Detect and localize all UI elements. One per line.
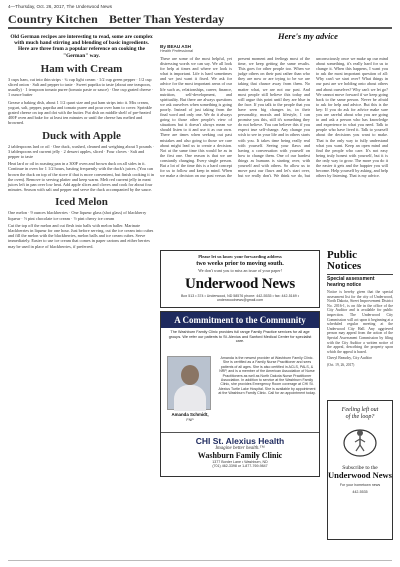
recipe-instructions: Cut the top off the melon and cut flesh into balls with melon baller. Marinate blackberries in liqueur for one hour. Just before serving, cut the ice cream into cubes and fill the melon with the blackberries, melon balls and ice cream cubes. Serve immediately. Easier to use ice cream that comes in paper cartons and either berries may be used in place of blackberries, if preferred. [8,222,154,249]
ad-line: Please let us know your forwarding address [198,254,282,259]
section-title-better-than-yesterday: Better Than Yesterday [109,12,225,26]
article-title: Here's my advice [278,31,338,41]
subscribe-line: Subscribe to the [342,465,378,471]
underwood-news-logo: Underwood News [184,276,296,292]
recipe-ingredients: 2 tablespoons lard or oil · One duck, washed, cleaned and weighing about 5 pounds · 3 tablespoons red current jelly · 2 dessert apples, sliced · Four cloves · Salt and pepper to taste [8,143,155,160]
section-title-country-kitchen: Country Kitchen [8,12,98,26]
underwood-news-logo: Underwood News [328,470,392,480]
recipe-instructions: Heat lard or oil in roasting pan in a 300F oven and brown duck on all sides in it. Continue in oven for 1 1/2 hours, basting frequently with the duck's juices. (You can brown the duck on top of the stove if that is more convenient, but finish cooking it in the oven). Remove to serving platter and keep warm. Melt red current jelly in meat juices left in pan over low heat. Add apple slices and cloves and cook for about four minutes. Season with salt and pepper and serve the duck accompanied by the sauce. [8,161,155,193]
ad-headline: two weeks prior to moving south. [196,260,284,267]
recipe-title: Iced Melon [55,196,108,209]
divider [327,274,393,275]
ads-area [160,250,320,477]
clinic-name: Washburn Family Clinic [197,451,283,460]
subscribe-ad [327,400,393,540]
recipe-title: Ham with Cream [40,62,123,75]
chi-logo-block [161,432,319,476]
provider-photo [167,356,211,410]
chi-logo: CHI St. Alexius Health [195,436,285,446]
ad-contact: Box 513 • 374 • Underwood, ND 58576 phone: 442-5535 • fax: 442-5169 • underwoodnews@gmail.com [181,294,299,302]
recipe-iced-melon [8,196,155,248]
section-header [8,12,392,26]
notice-publication-dates: (Oct. 19, 26, 2017) [327,362,355,367]
provider-credential: FNP [186,418,194,422]
article-byline-sub: Health Professional [160,49,193,53]
notice-subhead: Special assessment hearing notice [327,276,375,288]
recipe-title: Duck with Apple [42,129,121,142]
header-rule [8,27,392,29]
recipe-instructions: Grease a baking dish, about 1 1/2 quart size and put ham strips into it. Mix cream, yogurt, salt, pepper, paprika and tomato puree and pour over ham to cover. Sprinkle grated cheese on top and dot with the butter. Put dish on middle shelf of pre-heated 400F oven and bake for at least ten minutes or until the cheese has melted and browned. [8,99,152,126]
provider-name: Amanda Schmidt, [171,412,209,417]
provider-bio: Amanda is the newest provider at Washburn Family Clinic. She is certified as a Family Nurse Practitioner and sees patients of all ages. She is also certified in ACLS, PALS, & NRP, and is a member of the American Association of Nurse Practitioners as well as North Dakota Nurse Practitioner Association. In addition to service at the Washburn Family Clinic, she provides Emergency Room coverage at CHI St. Alexius Turtle Lake Hospital. She is available by appointment at the Washburn Family Clinic. Call for an appointment today. [218,356,316,396]
forwarding-address-ad [160,250,320,308]
article-body: These are some of the most helpful, yet distressing words we can say. We all look for help at times and where we look is what is important. Life is hard sometimes and we just want it fixed. We ask for advice for the most important areas of our life such as, relationships, career, finance, nutrition, self-development, and spirituality. But there are always questions we ask ourselves when something is going poorly. Instead of just taking from the final word and only one. We do it always going to those other people's view of situations but it doesn't always mean we should listen to it and use it as our own. There are times when seeking out past mistakes and also going to those we care about might lead us to create a decision. Not at the same time this would be as in the first one. One reason is that we are constantly changing. Every single person. But a lot of the time this is a hard concept for us to follow and keep in mind. When we make a decision on our past versus the present moment and feelings most of the time, we keep getting the same results. This goes for other people too. When we judge others on their past rather than who they are now or are trying to be we are taking that chance away from them. No matter what, we are not our past. And most people still believe this today and will argue this point until they are blue in the face. If you talk to the people that you have seen big changes in, in their personality, morals and lifestyle, I can promise you this, still it's something they do not believe. You can believe this if you expect true self-change. Any change you wish to see in your life and in others starts with you. It takes time being really real with yourself. Seeing your flaws and having a conversation with yourself on how to change them. One of our hardest things as humans is starting over, with yourself and with others. So allow us to move past our flaws and let's start over, but we really don't. We think we do, but unconsciously once we make up our mind about something, it's really hard for us to change it. When this happens, I want you to ask the most important question of all: Why can't we start over? What things in our past are we holding onto about others and about ourselves? Why can't we let go? We cannot move forward if we keep going back to the same person. Never be afraid to ask for help and advice. But this is the key: If you do ask for advice make sure you are careful about who you are going to and ask a person who has knowledge and experience in what you need. Talk to people who have lived it. Talk to yourself about the decisions you want to make. That is the only way to fully understand what you want. Keep an open mind and find the people who care. It's not easy being truly honest with yourself, but it is the only way to grow. The more you do it the easier it gets and the happier you will become. Help yourself by asking, and help others by listening. That is my advice. [160,56,388,179]
clinic-ad-banner: A Commitment to the Community [161,312,319,328]
subscribe-phone: 442-5535 [352,490,368,495]
recipe-duck-with-apple [8,130,155,193]
article-byline: By BEAU ASH [160,44,191,49]
chi-tagline: Imagine better health.™ [215,446,265,451]
loop-icon [340,425,380,461]
clinic-ad-subtitle: The Washburn Family Clinic provides full range Family Practice services for all age groups. We refer our patients to St. Alexius and Sanford Medical Center for specialist care. [168,330,312,344]
recipe-ingredients: 3 cups ham, cut into thin strips · ¾ cup light cream · 1/2 cup green pepper · 1/2 cup sliced onion · Salt and pepper to taste · Sweet paprika to taste (about one teaspoon, usually) · 1 teaspoon tomato puree (tomato paste or sauce) · One cup grated cheese · 1 ounce butter [8,76,154,98]
clinic-address: 1377 Border Lane • Washburn, ND [212,460,268,464]
public-notices-title: Public Notices [327,249,362,272]
subscribe-line: of the loop? [345,414,375,420]
notice-body: Notice is hereby given that the special assessment list for the city of Underwood, North Dakota, Street Improvement District No. 2016-1, is on file in the office of the City Auditor and is available for public inspection. The Underwood City Commission will act upon it beginning at a scheduled regular meeting at the Underwood City Hall. Any aggrieved person may appeal from the action of the Special Assessment Commission by filing with the City Auditor a written notice of the appeal, describing the property upon which the appeal is based. [327,290,393,354]
recipes-intro: Old German recipes are interesting to read, some are complex with much hand stirring and blending of basic ingredients. Here are three from a popular reference on cooking the "German" way. [10,34,153,59]
public-notices-column [327,250,393,555]
dateline: 4—Thursday, Oct. 26, 2017, The Underwood News [8,4,113,9]
recipe-ingredients: One melon · 9 ounces blackberries · One liqueur glass (shot glass) of blackberry liqueur · ½ pint chocolate ice cream · ½ pint cherry ice cream [8,210,147,221]
subscribe-line: Feeling left out [341,407,379,413]
notice-signature: Cheryl Beaudry, City Auditor [327,356,372,361]
recipes-column [8,30,155,560]
clinic-ad [160,311,320,477]
subscribe-note: For your hometown news [339,483,381,487]
clinic-phone: (701) 462-3398 or 1-877-769-9847 [212,464,268,469]
advice-article [160,30,388,250]
footer-rule [8,560,392,561]
ad-line: We don't want you to miss an issue of your paper! [198,268,282,273]
recipe-ham-with-cream [8,63,155,126]
